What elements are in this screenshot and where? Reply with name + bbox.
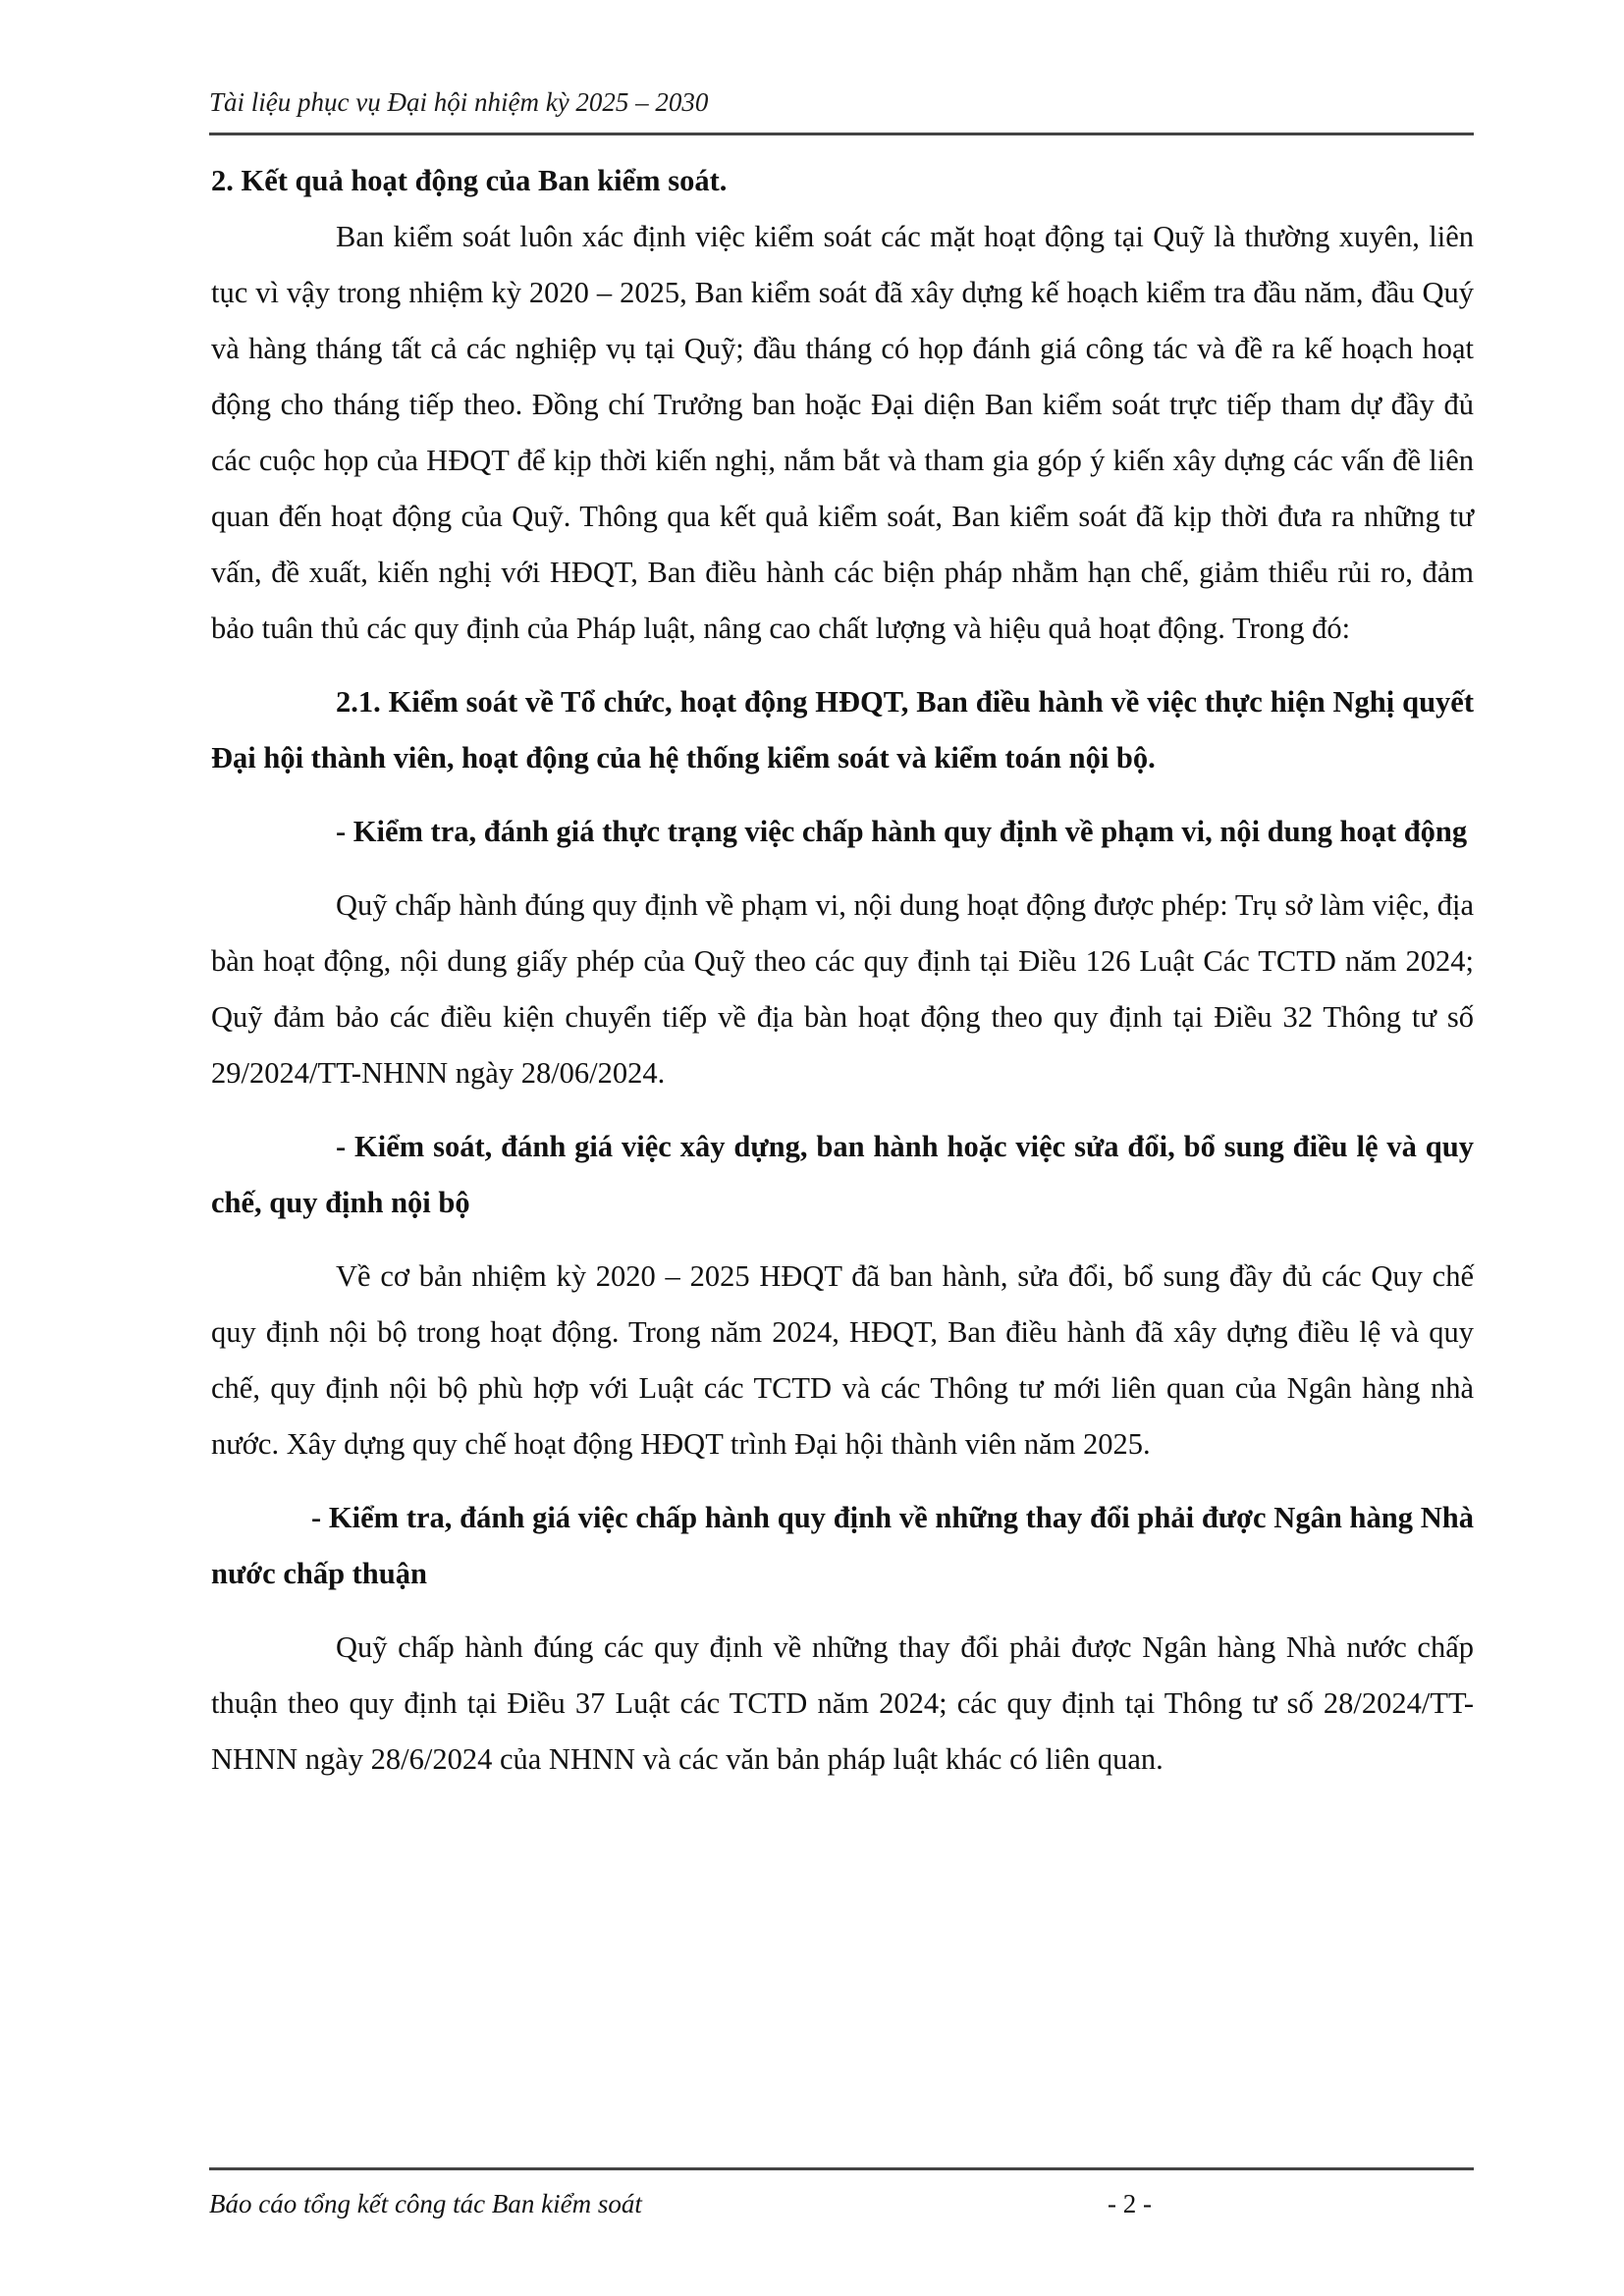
footer-rule <box>209 2167 1474 2170</box>
page-footer <box>209 2184 1474 2223</box>
document-body <box>211 147 1474 1788</box>
item-heading-charter: - Kiểm soát, đánh giá việc xây dựng, ban hành hoặc việc sửa đổi, bổ sung điều lệ và quy chế, quy định nội bộ <box>211 1130 1474 1219</box>
item-body-approval: Quỹ chấp hành đúng các quy định về những thay đổi phải được Ngân hàng Nhà nước chấp thuận theo quy định tại Điều 37 Luật các TCTD năm 2024; các quy định tại Thông tư số 28/2024/TT-NHNN ngày 28/6/2024 của NHNN và các văn bản pháp luật khác có liên quan. <box>211 1630 1474 1776</box>
subsection-heading: 2.1. Kiểm soát về Tổ chức, hoạt động HĐQT, Ban điều hành về việc thực hiện Nghị quyết Đại hội thành viên, hoạt động của hệ thống kiểm soát và kiểm toán nội bộ. <box>211 685 1474 774</box>
item-body-scope: Quỹ chấp hành đúng quy định về phạm vi, nội dung hoạt động được phép: Trụ sở làm việc, địa bàn hoạt động, nội dung giấy phép của Quỹ theo các quy định tại Điều 126 Luật Các TCTD năm 2024; Quỹ đảm bảo các điều kiện chuyển tiếp về địa bàn hoạt động theo quy định tại Điều 32 Thông tư số 29/2024/TT-NHNN ngày 28/06/2024. <box>211 888 1474 1090</box>
header-rule <box>209 133 1474 135</box>
item-heading-approval: - Kiểm tra, đánh giá việc chấp hành quy định về những thay đổi phải được Ngân hàng Nhà nước chấp thuận <box>211 1501 1474 1590</box>
header-title: Tài liệu phục vụ Đại hội nhiệm kỳ 2025 – 2030 <box>209 87 709 117</box>
page-number: - 2 - <box>1108 2189 1152 2218</box>
section-heading: 2. Kết quả hoạt động của Ban kiểm soát. <box>211 164 728 197</box>
item-heading-scope: - Kiểm tra, đánh giá thực trạng việc chấp hành quy định về phạm vi, nội dung hoạt động <box>336 815 1468 848</box>
item-body-charter: Về cơ bản nhiệm kỳ 2020 – 2025 HĐQT đã ban hành, sửa đổi, bổ sung đầy đủ các Quy chế quy định nội bộ trong hoạt động. Trong năm 2024, HĐQT, Ban điều hành đã xây dựng điều lệ và quy chế, quy định nội bộ phù hợp với Luật các TCTD và các Thông tư mới liên quan của Ngân hàng nhà nước. Xây dựng quy chế hoạt động HĐQT trình Đại hội thành viên năm 2025. <box>211 1259 1474 1461</box>
page-header <box>209 82 1474 122</box>
intro-paragraph: Ban kiểm soát luôn xác định việc kiểm soát các mặt hoạt động tại Quỹ là thường xuyên, liên tục vì vậy trong nhiệm kỳ 2020 – 2025, Ban kiểm soát đã xây dựng kế hoạch kiểm tra đầu năm, đầu Quý và hàng tháng tất cả các nghiệp vụ tại Quỹ; đầu tháng có họp đánh giá công tác và đề ra kế hoạch hoạt động cho tháng tiếp theo. Đồng chí Trưởng ban hoặc Đại diện Ban kiểm soát trực tiếp tham dự đầy đủ các cuộc họp của HĐQT để kịp thời kiến nghị, nắm bắt và tham gia góp ý kiến xây dựng các vấn đề liên quan đến hoạt động của Quỹ. Thông qua kết quả kiểm soát, Ban kiểm soát đã kịp thời đưa ra những tư vấn, đề xuất, kiến nghị với HĐQT, Ban điều hành các biện pháp nhằm hạn chế, giảm thiểu rủi ro, đảm bảo tuân thủ các quy định của Pháp luật, nâng cao chất lượng và hiệu quả hoạt động. Trong đó: <box>211 220 1474 645</box>
footer-title: Báo cáo tổng kết công tác Ban kiểm soát <box>209 2189 642 2218</box>
